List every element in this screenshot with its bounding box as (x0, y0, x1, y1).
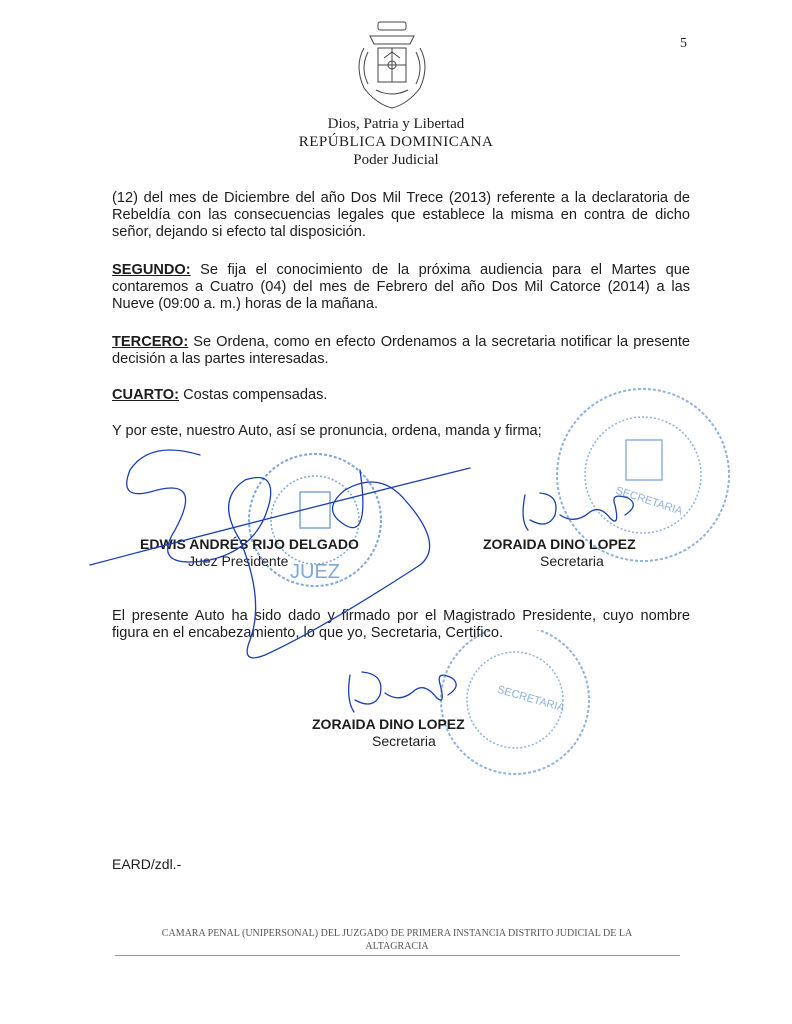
segundo-label: SEGUNDO: (112, 262, 191, 278)
judge-title: Juez Presidente (188, 553, 289, 569)
secretary-stamp-word-top: SECRETARIA (614, 484, 684, 518)
judge-stamp-word: JUEZ (290, 561, 340, 583)
cuarto-text: Costas compensadas. (179, 387, 328, 403)
segundo-paragraph (112, 262, 690, 313)
tercero-text: Se Ordena, como en efecto Ordenamos a la secretaria notificar la presente decisión a las partes interesadas. (112, 334, 690, 367)
reference-initials: EARD/zdl.- (112, 856, 182, 872)
footer-line-2: ALTAGRACIA (365, 941, 429, 952)
judge-stamp-seal (245, 450, 385, 590)
header-motto: Dios, Patria y Libertad (327, 116, 465, 132)
secretary-signature-2-icon (349, 672, 457, 712)
secretary-title-2: Secretaria (372, 733, 436, 749)
tercero-paragraph (112, 334, 690, 368)
judge-name: EDWIS ANDRÉS RIJO DELGADO (140, 536, 359, 552)
secretary-title: Secretaria (540, 553, 604, 569)
cuarto-paragraph (112, 387, 690, 404)
secretary-stamp-seal-bottom (420, 630, 600, 780)
secretary-signature-icon (523, 493, 633, 530)
secretary-stamp-word-bottom: SECRETARIA (495, 683, 566, 715)
header-country: REPÚBLICA DOMINICANA (298, 134, 494, 150)
certification-paragraph: El presente Auto ha sido dado y firmado por el Magistrado Presidente, cuyo nombre figura en el encabezamiento, lo que yo, Secretaria, Certifico. (112, 608, 690, 641)
secretary-name-2: ZORAIDA DINO LOPEZ (312, 716, 465, 732)
tercero-label: TERCERO: (112, 334, 189, 350)
intro-paragraph: (12) del mes de Diciembre del año Dos Mil Trece (2013) referente a la declaratoria de Rebeldía con las consecuencias legales que establece la misma en contra de dicho señor, dejando si efecto tal disposición. (112, 190, 690, 240)
segundo-text: Se fija el conocimiento de la próxima audiencia para el Martes que contaremos a Cuatro (04) del mes de Febrero del año Dos Mil Catorce (2014) a las Nueve (09:00 a. m.) horas de la mañana. (112, 262, 690, 312)
page-number: 5 (680, 36, 687, 51)
cuarto-label: CUARTO: (112, 387, 180, 403)
closing-paragraph: Y por este, nuestro Auto, así se pronuncia, ordena, manda y firma; (112, 423, 542, 439)
footer-line-1: CAMARA PENAL (UNIPERSONAL) DEL JUZGADO DE PRIMERA INSTANCIA DISTRITO JUDICIAL DE LA (161, 928, 633, 939)
coat-of-arms-icon (350, 18, 434, 114)
secretary-name: ZORAIDA DINO LOPEZ (483, 536, 636, 552)
footer-rule (115, 955, 680, 956)
header-institution: Poder Judicial (353, 152, 439, 168)
